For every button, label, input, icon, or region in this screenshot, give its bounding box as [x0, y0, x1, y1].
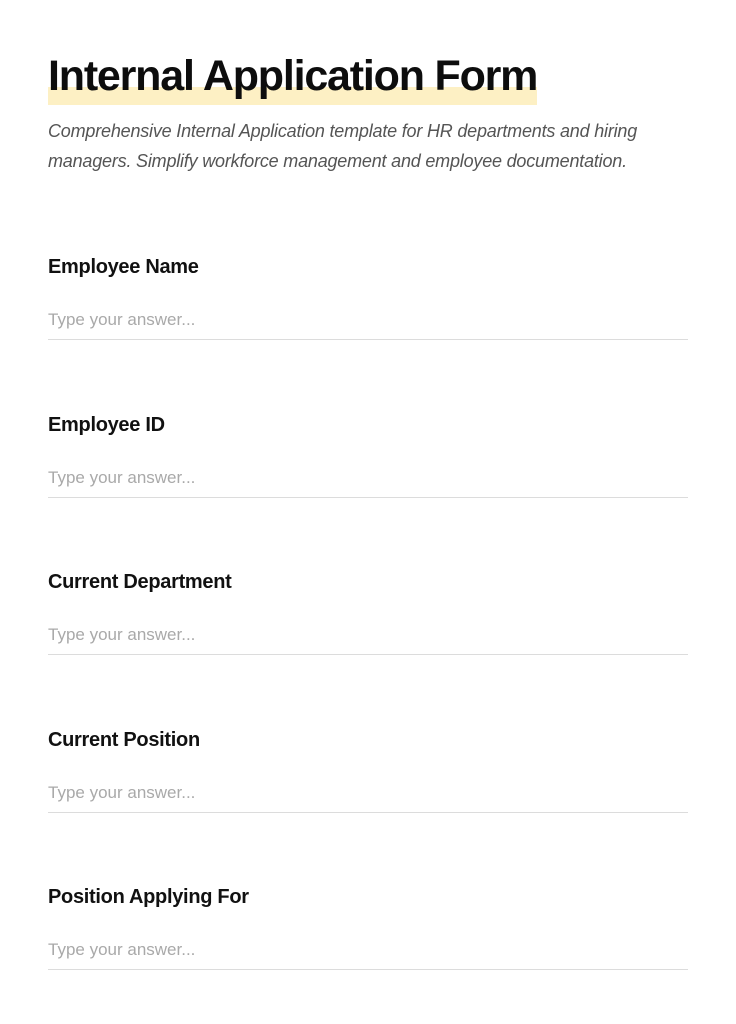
form-title: Internal Application Form	[48, 50, 537, 105]
form-description: Comprehensive Internal Application template for HR departments and hiring managers. Simplify workforce management and employee documentation.	[48, 121, 638, 171]
employee-id-input[interactable]	[48, 458, 688, 498]
current-department-label: Current Department	[48, 571, 232, 593]
position-applying-for-input[interactable]	[48, 930, 688, 970]
field-current-position	[48, 727, 688, 753]
title-wrap	[48, 50, 537, 105]
current-department-input[interactable]	[48, 615, 688, 655]
current-position-label: Current Position	[48, 729, 200, 751]
field-current-department	[48, 569, 688, 595]
field-employee-name	[48, 254, 688, 280]
field-employee-id	[48, 412, 688, 438]
employee-name-label: Employee Name	[48, 256, 199, 278]
position-applying-for-label: Position Applying For	[48, 886, 249, 908]
employee-id-label: Employee ID	[48, 414, 165, 436]
field-position-applying-for	[48, 884, 688, 910]
current-position-input[interactable]	[48, 773, 688, 813]
employee-name-input[interactable]	[48, 300, 688, 340]
